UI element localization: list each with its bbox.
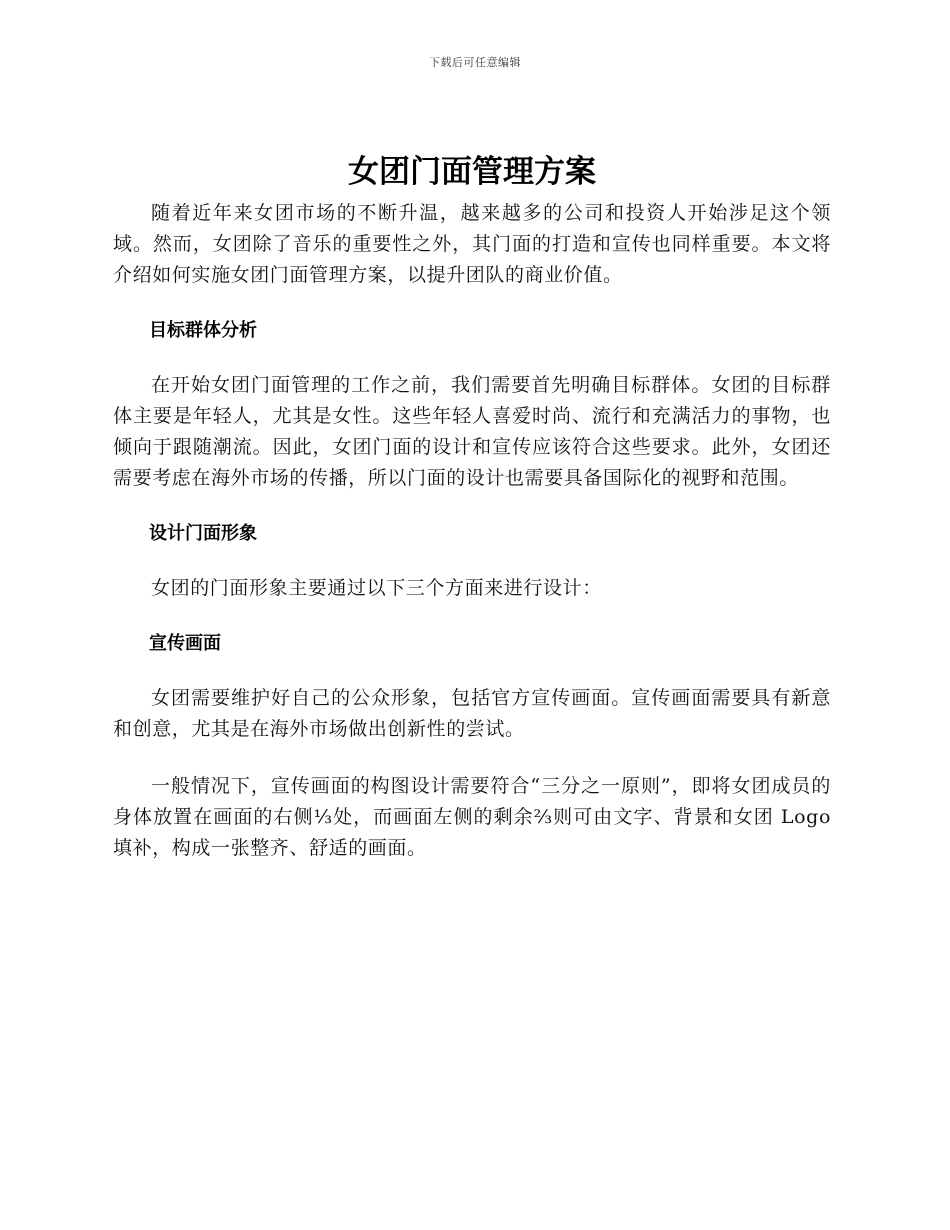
section-paragraph-design: 女团的门面形象主要通过以下三个方面来进行设计：: [151, 577, 602, 599]
document-title: 女团门面管理方案: [348, 154, 596, 190]
section-heading-promo: 宣传画面: [149, 633, 221, 654]
document-body: [113, 150, 831, 864]
section-paragraph-target-group: 在开始女团门面管理的工作之前，我们需要首先明确目标群体。女团的目标群体主要是年轻人，尤其是女性。这些年轻人喜爱时尚、流行和充满活力的事物，也倾向于跟随潮流。因此，女团门面的设计和宣传应该符合这些要求。此外，女团还需要考虑在海外市场的传播，所以门面的设计也需要具备国际化的视野和范围。: [113, 374, 831, 489]
section-heading-target-group: 目标群体分析: [149, 320, 257, 341]
section-paragraph-promo-2: 一般情况下，宣传画面的构图设计需要符合“三分之一原则”，即将女团成员的身体放置在画面的右侧⅓处，而画面左侧的剩余⅔则可由文字、背景和女团 Logo 填补，构成一张整齐、舒适的画面。: [113, 775, 831, 859]
header-note: 下载后可任意编辑: [429, 56, 521, 69]
section-paragraph-promo-1: 女团需要维护好自己的公众形象，包括官方宣传画面。宣传画面需要具有新意和创意，尤其是在海外市场做出创新性的尝试。: [113, 687, 831, 740]
section-heading-design: 设计门面形象: [149, 523, 257, 544]
intro-paragraph: 随着近年来女团市场的不断升温，越来越多的公司和投资人开始涉足这个领域。然而，女团除了音乐的重要性之外，其门面的打造和宣传也同样重要。本文将介绍如何实施女团门面管理方案，以提升团队的商业价值。: [113, 202, 831, 286]
